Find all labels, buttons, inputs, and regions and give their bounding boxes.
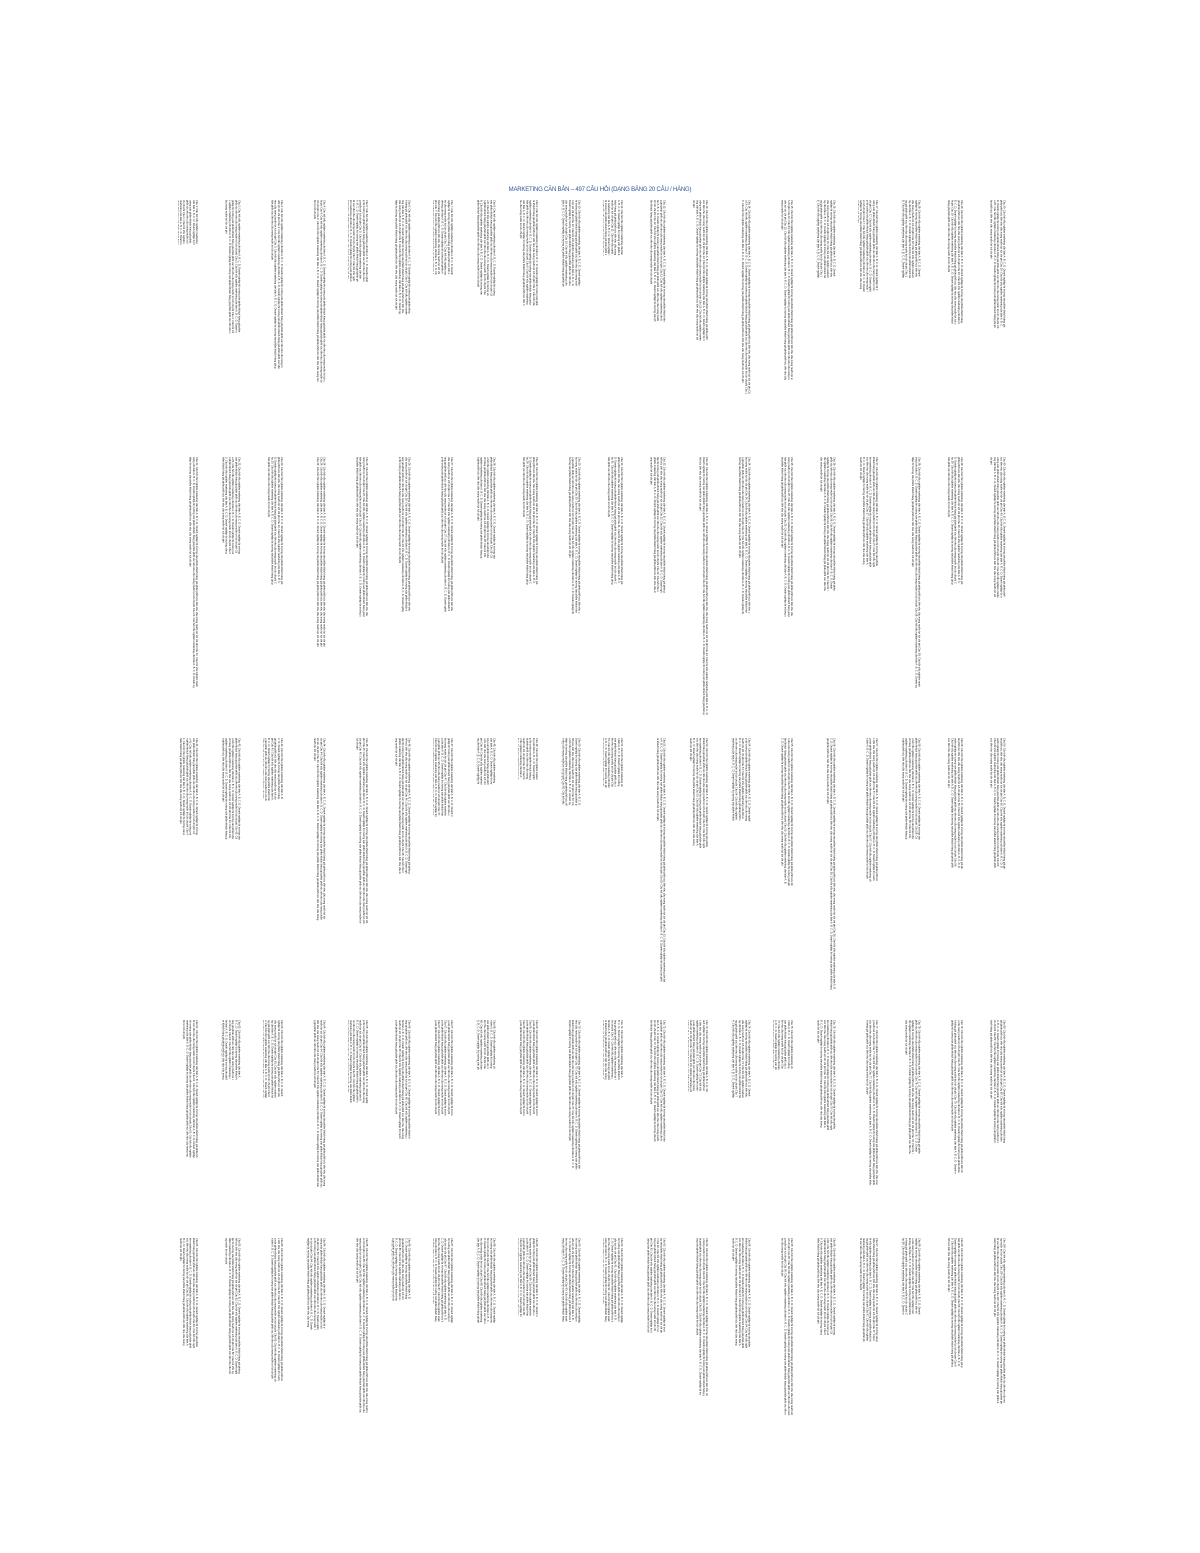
question-text: Câu 35: Câu hỏi trắc nghiệm marketing căn bản A. B. C. D. Doanh nghiệp thị trường sản phẩm khách hàng giá phân phối xúc tiến nhu cầu mong muốn lợi ích chi phí Câu 35: Câu hỏi trắc nghiệm marketing căn bản A. B. C. D. Doanh nghiệp thị trường sản phẩm khách hàng giá phân phối xúc tiến nhu cầu mong muốn lợi ích chi phí Câu 35: Câu hỏi trắc nghiệm marketing căn bản A. B. C. D. Doanh nghiệp thị trường sản phẩm khách hàng giá phân phối xúc tiến nhu cầu mong muốn lợi ích chi phí <box>780 457 793 617</box>
question-column <box>476 1020 496 1070</box>
question-column <box>263 738 283 801</box>
question-column <box>773 200 793 381</box>
question-text: Câu 38: Câu hỏi trắc nghiệm marketing căn bản A. B. C. D. Doanh nghiệp thị trường sản phẩm khách hàng giá phân phối xúc tiến nhu cầu mong muốn lợi ích chi phí Câu 38: Câu hỏi trắc nghiệm marketing căn bản A. B. C. D. Doanh nghiệp thị trường sản phẩm khách hàng giá phân phối xúc tiến nhu cầu mong muốn lợi ích chi phí Câu 38: Câu hỏi trắc nghiệm marketing căn bản A. B. C. D. Doanh nghiệp thị trường sản phẩm khách hàng giá phân phối xúc tiến nhu cầu mong muốn lợi ích chi phí <box>911 457 921 688</box>
question-text: Câu 83: Câu hỏi trắc nghiệm marketing căn bản A. B. C. D. Doanh nghiệp thị trường sản phẩm khách hàng giá phân phối xúc tiến nhu cầu mong muốn lợi ích chi phí Câu 83: Câu hỏi trắc nghiệm marketing căn bản A. B. C. D. Doanh nghiệp thị trường sản phẩm khách hàng giá phân phối xúc tiến nhu cầu mong muốn lợi ích chi phí Câu 83: Câu hỏi trắc nghiệm marketing căn bản A. B. C. D. Doanh nghiệp thị trường sản phẩm khách hàng giá phân phối xúc tiến nhu cầu mong muốn lợi ích chi phí <box>270 1238 283 1382</box>
question-text: Câu 65: Câu hỏi trắc nghiệm marketing căn bản A. B. C. D. Doanh nghiệp thị trường sản phẩm khách hàng giá phân phối xúc tiến nhu cầu mong muốn lợi ích chi phí Câu 65: Câu hỏi trắc nghiệm marketing căn bản A. B. C. D. Doanh nghiệp thị trường sản phẩm khách hàng giá phân phối xúc tiến nhu cầu mong muốn lợi ích chi phí Câu 65: Câu hỏi trắc nghiệm marketing căn bản A. B. C. D. Doanh nghiệp thị trường sản phẩm khách <box>348 1020 368 1104</box>
question-column <box>476 200 496 296</box>
question-column <box>731 1238 751 1348</box>
question-text: Câu 41: Câu hỏi trắc nghiệm marketing căn bản A. B. C. D. Doanh nghiệp thị trường sản phẩm khách hàng giá phân phối xúc tiến nhu cầu mong muốn lợi ích chi phí Câu 41: Câu hỏi trắc nghiệm marketing căn bản A. B. C. D. Doanh nghiệp thị trường sản phẩm khách hàng giá phân phối xúc tiến nhu cầu mong muốn lợi ích chi phí Câu 41: Câu hỏi trắc nghiệm marketing căn bản A. B. C. D. Doanh nghiệp thị trường sản phẩm khách hàng giá phân phối xúc tiến nhu cầu mong muốn lợi ích chi phí <box>178 738 198 835</box>
question-column <box>646 457 666 593</box>
question-column <box>646 200 666 322</box>
question-text: Câu 79: Câu hỏi trắc nghiệm marketing căn bản A. B. C. D. Doanh nghiệp thị trường sản phẩm khách hàng giá phân phối xúc tiến nhu cầu mong muốn lợi ích chi phí Câu 79: Câu hỏi trắc nghiệm marketing căn bản A. B. C. D. Doanh nghiệp thị trường sản phẩm khách hàng giá phân phối xúc tiến nhu cầu mong muốn lợi ích chi phí Câu 79: Câu hỏi trắc nghiệm marketing căn bản A. B. C. D. Doanh nghiệp thị trường sản phẩm khách hàng giá phân phối xúc tiến nhu cầu mong muốn lợi ích chi phí <box>950 1020 963 1174</box>
question-column <box>348 200 368 282</box>
question-text: Câu 67: Câu hỏi trắc nghiệm marketing căn bản A. B. C. D. Doanh nghiệp thị trường sản phẩm khách hàng giá phân phối xúc tiến nhu cầu mong muốn lợi ích chi phí Câu 67: Câu hỏi trắc nghiệm marketing căn bản A. B. C. D. Doanh nghiệp thị trường sản phẩm khách hàng giá phân phối xúc tiến nhu cầu mong muốn lợi ích chi phí Câu 67: Câu hỏi trắc nghiệm marketing căn bản A. B. C. D. Doanh nghiệp thị trường sản phẩm khách hàng giá phân phối xúc tiến nhu cầu mong muốn lợi ích chi phí <box>433 1020 453 1116</box>
question-column <box>646 1238 666 1333</box>
question-text: Câu 27: Câu hỏi trắc nghiệm marketing căn bản A. B. C. D. Doanh nghiệp thị trường sản phẩm khách hàng giá phân phối xúc tiến nhu cầu mong muốn lợi ích chi phí Câu 27: Câu hỏi trắc nghiệm marketing căn bản A. B. C. D. Doanh nghiệp thị trường sản phẩm khách hàng giá phân phối xúc tiến nhu cầu mong muốn lợi ích chi phí Câu 27: Câu hỏi trắc nghiệm marketing căn bản A. B. C. D. Doanh nghiệp thị trường sản phẩm khách hàng giá phân phối xúc tiến nhu cầu mong muốn lợi ích chi phí <box>440 457 453 612</box>
question-column <box>986 1020 1006 1144</box>
question-column <box>433 738 453 817</box>
question-text: Câu 43: Câu hỏi trắc nghiệm marketing căn bản A. B. C. D. Doanh nghiệp thị trường sản phẩm khách hàng giá phân phối xúc tiến nhu cầu mong muốn lợi ích chi phí Câu 43: Câu hỏi trắc nghiệm marketing căn bản A. B. C. D. Doanh nghiệp thị trường sản phẩm khách hàng giá phân phối xúc tiến nhu cầu mong muốn lợi ích ch <box>263 738 283 801</box>
question-text: Câu 54: Câu hỏi trắc nghiệm marketing căn bản A. B. C. D. Doanh nghiệp thị trường sản phẩm khách hàng giá phân phối xúc tiến nhu cầu mong muốn lợi ích chi phí Câu 54: Câu hỏi trắc nghiệm marketing căn bản A. B. C. D. Doanh nghiệp thị trường sản phẩm khách hàng giá phân phối xúc tiến nhu cầu mong muốn lợi ích chi phí Câu 54: Câu hỏi trắc nghiệm marketing căn bản A. B. C. D. Doanh nghiệp thị trường sản phẩm khách <box>731 738 751 822</box>
question-text: Câu 86: Câu hỏi trắc nghiệm marketing căn bản A. B. C. D. Doanh nghiệp thị trường sản phẩm khách hàng giá phân phối xúc tiến nhu cầu mong muốn lợi ích chi phí Câu 86: Câu hỏi trắc nghiệm marketing căn bản A. B. C. D. Doanh nghiệp thị trường sản phẩm khách hàng giá phân phối xúc tiến nhu cầu mong muốn lợi ích ch <box>391 1238 411 1301</box>
question-text: Câu 8: Câu hỏi trắc nghiệm marketing căn bản A. B. C. D. Doanh nghiệp thị trường sản phẩm khách hàng giá phân phối xúc tiến nhu cầu mong muốn lợi ích chi phí Câu 8: Câu hỏi trắc nghiệm marketing căn bản A. B. C. D. Doanh nghiệp thị trường sản phẩm khách hàng giá phân phối xúc tiến nhu cầu mong muốn lợi ích chi phí Câu 8: Câu hỏi trắc nghiệm marketing căn bản A. B. C. D. Doanh nghiệp thị trường sản phẩm khách hàng giá phân phối xúc tiến nhu cầu mong muốn lợi ích chi phí <box>476 200 496 296</box>
question-text: Câu 44: Câu hỏi trắc nghiệm marketing căn bản A. B. C. D. Doanh nghiệp thị trường sản phẩm khách hàng giá phân phối xúc tiến nhu cầu mong muốn lợi ích chi phí Câu 44: Câu hỏi trắc nghiệm marketing căn bản A. B. C. D. Doanh nghiệp thị trường sản phẩm khách hàng giá phân phối xúc tiến nhu cầu mong muốn lợi ích chi phí Câu 44: Câu hỏi trắc nghiệm marketing căn bản A. B. C. D. Doanh nghiệp thị trường sản phẩm khách hàng giá phân phối xúc tiến nhu cầu mong muốn lợi ích chi phí <box>312 738 326 921</box>
question-text: Câu 5: Câu hỏi trắc nghiệm marketing căn bản A. B. C. D. Doanh nghiệp thị trường sản phẩm khách hàng giá phân phối xúc tiến nhu cầu mong muốn lợi ích chi phí Câu 5: Câu hỏi trắc nghiệm marketing căn bản A. B. C. D. Doanh nghiệp thị trường sản phẩm khách hàng giá phân phối xúc tiến nhu cầu mong muốn lợi ích chi phí Câu 5: Câu hỏi trắc nghiệm marketing căn bản A. B. C. D. Doanh nghiệp thị trường sản phẩm k <box>348 200 368 282</box>
question-column <box>178 1238 198 1348</box>
question-column <box>263 457 283 585</box>
question-column <box>688 1020 708 1092</box>
question-column <box>561 1020 581 1170</box>
question-text: Câu 34: Câu hỏi trắc nghiệm marketing căn bản A. B. C. D. Doanh nghiệp thị trường sản phẩm khách hàng giá phân phối xúc tiến nhu cầu mong muốn lợi ích chi phí Câu 34: Câu hỏi trắc nghiệm marketing căn bản A. B. C. D. Doanh nghiệp thị trường sản phẩm khách hàng giá phân phối xúc tiến nhu cầu mong muốn lợi ích chi phí Câu 34: Câu hỏi trắc nghiệm marketing căn bản A. B. C. D. Doanh nghiệp thị trường sản phẩm khách hàng giá phân phối xúc tiến nhu cầu mong muốn lợi ích chi phí <box>737 457 751 614</box>
question-column <box>433 1238 453 1323</box>
question-text: Câu 73: Câu hỏi trắc nghiệm marketing căn bản A. B. C. D. Doanh nghiệp thị trường sản phẩm khách hàng giá phân phối xúc tiến nhu cầu mong muốn lợi ích chi phí Câu 73: Câu hỏi trắc nghiệm marketing căn bản A. B. C. D. Doanh nghiệp thị trường sản phẩm khách hàng giá phân phối xúc tiến nhu cầu mong muốn lợi ích chi phí Câu 73: Câu hỏi trắc nghiệm marketing că <box>688 1020 708 1092</box>
question-column <box>773 457 793 617</box>
question-text: Câu 60: Câu hỏi trắc nghiệm marketing căn bản A. B. C. D. Doanh nghiệp thị trường sản phẩm khách hàng giá phân phối xúc tiến nhu cầu mong muốn lợi ích chi phí Câu 60: Câu hỏi trắc nghiệm marketing căn bản A. B. C. D. Doanh nghiệp thị trường sản phẩm khách hàng giá phân phối xúc tiến nhu cầu mong muốn lợi ích chi phí Câu 60: Câu hỏi trắc nghiệm marketing căn bản A. B. C. D. Doanh nghiệp thị trường sản phẩm khách hàng giá phân phối xúc tiến nhu cầu mong muốn lợi ích chi phí <box>989 738 1006 869</box>
question-column <box>263 200 283 369</box>
question-column <box>391 1020 411 1140</box>
question-text: Câu 26: Câu hỏi trắc nghiệm marketing căn bản A. B. C. D. Doanh nghiệp thị trường sản phẩm khách hàng giá phân phối xúc tiến nhu cầu mong muốn lợi ích chi phí Câu 26: Câu hỏi trắc nghiệm marketing căn bản A. B. C. D. Doanh nghiệp thị trường sản phẩm khách hàng giá phân phối xúc tiến nhu cầu mong muốn lợi ích chi phí Câu 26: Câu hỏi trắc nghiệm marketing căn bản A. B. C. D. Doanh nghiệp thị trường sản phẩm khách hàng giá phân phối xúc tiến nhu cầu mong muốn lợi ích chi phí <box>397 457 411 612</box>
question-column <box>731 1020 751 1098</box>
question-column <box>221 1238 241 1375</box>
question-column <box>943 1238 963 1368</box>
question-column <box>943 1020 963 1174</box>
question-column <box>773 1020 793 1070</box>
question-text: Câu 4: Câu hỏi trắc nghiệm marketing căn bản A. B. C. D. Doanh nghiệp thị trường sản phẩm khách hàng giá phân phối xúc tiến nhu cầu mong muốn lợi ích chi phí Câu 4: Câu hỏi trắc nghiệm marketing căn bản A. B. C. D. Doanh nghiệp thị trường sản phẩm khách hàng giá phân phối xúc tiến nhu cầu mong muốn lợi ích chi phí Câu 4: Câu hỏi trắc nghiệm marketing căn bản A. B. C. D. Doanh nghiệp thị trường sản phẩm khách hàng giá phân phối xúc tiến nhu cầu mong muốn lợi ích chi phí <box>312 200 326 383</box>
question-text: Câu 99: Câu hỏi trắc nghiệm marketing căn bản A. B. C. D. Doanh nghiệp thị trường sản phẩm khách hàng giá phân phối xúc tiến nhu cầu mong muốn lợi ích chi phí Câu 99: Câu hỏi trắc nghiệm marketing căn bản A. B. C. D. Doanh nghiệp thị trường sản phẩm khách hàng giá phân phối xúc tiến nhu cầu mong muốn lợi ích chi phí Câu 99: Câu hỏi trắc nghiệm marketing căn bản A. B. C. D. Doanh nghiệp thị trường sản phẩm khách hàng giá phân phối xúc tiến nhu cầu mong muốn lợi ích chi phí <box>947 1238 963 1368</box>
question-text: Câu 39: Câu hỏi trắc nghiệm marketing căn bản A. B. C. D. Doanh nghiệp thị trường sản phẩm khách hàng giá phân phối xúc tiến nhu cầu mong muốn lợi ích chi phí Câu 39: Câu hỏi trắc nghiệm marketing căn bản A. B. C. D. Doanh nghiệp thị trường sản phẩm khách hàng giá phân phối xúc tiến nhu cầu mong muốn lợi ích chi phí Câu 39: Câu hỏi trắc nghiệm marketing căn bản A. B. C. D. Doanh nghiệp thị trường sản phẩm khách hàng giá phân phối xúc tiến nhu cầu mong muốn lợi ích chi phí <box>947 457 963 585</box>
question-text: Câu 68: Câu hỏi trắc nghiệm marketing căn bản A. B. C. D. Doanh nghiệp thị trường sản phẩm khách hàng giá phân phối xúc tiến nhu cầu mong muốn lợi ích chi phí Câu 68: Câu hỏi trắc nghiệm marketing căn bản A. B. C. D. Doanh nghiệp thị trường sản ph <box>476 1020 496 1070</box>
question-column <box>476 738 496 785</box>
question-text: Câu 90: Câu hỏi trắc nghiệm marketing căn bản A. B. C. D. Doanh nghiệp thị trường sản phẩm khách hàng giá phân phối xúc tiến nhu cầu mong muốn lợi ích chi phí Câu 90: Câu hỏi trắc nghiệm marketing căn bản A. B. C. D. Doanh nghiệp thị trường sản phẩm khách hàng giá phân phối xúc tiến nhu cầu mong muốn lợi ích chi phí Câu 90: Câu hỏi trắc nghiệm marketing căn bản A. B. C. D. Doanh nghiệp thị trường sản phẩm khách hàng <box>561 1238 581 1323</box>
question-text: Câu 56: Câu hỏi trắc nghiệm marketing căn bản A. B. C. D. Doanh nghiệp thị trường sản phẩm khách hàng giá phân phối xúc tiến nhu cầu mong muốn lợi ích chi phí Câu 56: Câu hỏi trắc nghiệm marketing căn bản A. B. C. D. Doanh nghiệp thị trường sản phẩm khách hàng giá phân phối xúc tiến nhu cầu mong muốn lợi ích chi phí Câu 56: Câu hỏi trắc nghiệm marketing căn bản A. B. C. D. Doanh nghiệp thị trường sản phẩm khách hàng giá phân phối xúc tiến nhu cầu mong muốn lợi ích chi phí <box>826 738 836 990</box>
question-column <box>688 738 708 848</box>
question-column <box>731 738 751 822</box>
question-column <box>518 200 538 306</box>
question-column <box>561 457 581 614</box>
question-column <box>603 200 623 256</box>
question-column <box>221 200 241 334</box>
question-text: Câu 19: Câu hỏi trắc nghiệm marketing căn bản A. B. C. D. Doanh nghiệp thị trường sản phẩm khách hàng giá phân phối xúc tiến nhu cầu mong muốn lợi ích chi phí Câu 19: Câu hỏi trắc nghiệm marketing căn bản A. B. C. D. Doanh nghiệp thị trường sản phẩm khách hàng giá phân phối xúc tiến nhu cầu mong muốn lợi ích chi phí Câu 19: Câu hỏi trắc nghiệm marketing căn bản A. B. C. D. Doanh nghiệp thị trường sản phẩm khách hàng giá phân phối xúc tiến nhu cầu mong muốn lợi ích chi phí <box>947 200 963 325</box>
question-column <box>816 457 836 591</box>
question-text: Câu 7: Câu hỏi trắc nghiệm marketing căn bản A. B. C. D. Doanh nghiệp thị trường sản phẩm khách hàng giá phân phối xúc tiến nhu cầu mong muốn lợi ích chi phí Câu 7: Câu hỏi trắc nghiệm marketing căn bản A. B. C. D. Doanh nghiệp thị trường sản phẩm khách hàng giá phân phối xúc tiến nhu cầu mong muốn lợi ích chi phí Câu 7: Câu hỏi trắc nghiệm marketing căn bản A. B. C. D. Do <box>433 200 453 275</box>
question-text: Câu 97: Câu hỏi trắc nghiệm marketing căn bản A. B. C. D. Doanh nghiệp thị trường sản phẩm khách hàng giá phân phối xúc tiến nhu cầu mong muốn lợi ích chi phí Câu 97: Câu hỏi trắc nghiệm marketing căn bản A. B. C. D. Doanh nghiệp thị trường sản phẩm khách hàng giá phân phối xúc tiến nhu cầu mong muốn lợi ích chi phí Câu 97: Câu hỏi trắc nghiệm marketing căn bản A. B. C. D. Doanh nghiệp thị trường sản phẩm khách hàng giá phân phối xúc tiến nhu cầu mong muốn lợi ích chi phí <box>858 1238 878 1342</box>
question-column <box>476 1238 496 1324</box>
question-column <box>858 738 878 882</box>
question-text: Câu 31: Câu hỏi trắc nghiệm marketing căn bản A. B. C. D. Doanh nghiệp thị trường sản phẩm khách hàng giá phân phối xúc tiến nhu cầu mong muốn lợi ích chi phí Câu 31: Câu hỏi trắc nghiệm marketing căn bản A. B. C. D. Doanh nghiệp thị trường sản phẩm khách hàng giá phân phối xúc tiến nhu cầu mong muốn lợi ích chi phí Câu 31: Câu hỏi trắc nghiệm marketing căn bản A. B. C. D. Doanh nghiệp thị trường sản phẩm khách hàng giá phân phối xúc tiến nhu cầu mong muốn lợi ích chi phí <box>607 457 623 585</box>
question-text: Câu 49: Câu hỏi trắc nghiệm marketing căn bản A. B. C. D. Doanh nghiệp thị trường sản phẩm khách hàng giá phân phối xúc tiến nhu cầu mong muốn lợi ích chi phí Câu 49: Câu hỏi trắc nghiệm marketing căn bản A. <box>518 738 538 780</box>
question-text: Câu 71: Câu hỏi trắc nghiệm marketing căn bản A. B. C. D. Doanh nghiệp thị trường sản phẩm khách hàng giá phân phối xúc tiến nhu cầu mong muốn lợi ích chi phí Câu 71: Câu hỏi trắc nghiệm marketing căn bản A. B. C. D. Doanh nghiệp thị trường sản phẩm khách hàng giá phân phối xúc tiến nhu cầu mong <box>603 1020 623 1080</box>
question-text: Câu 29: Câu hỏi trắc nghiệm marketing căn bản A. B. C. D. Doanh nghiệp thị trường sản phẩm khách hàng giá phân phối xúc tiến nhu cầu mong muốn lợi ích chi phí Câu 29: Câu hỏi trắc nghiệm marketing căn bản A. B. C. D. Doanh nghiệp thị trường sản phẩm khách hàng giá phân phối xúc tiến nhu cầu mong muốn lợi ích chi phí Câu 29: Câu hỏi trắc nghiệm marketing căn bản A. B. C. D. Doanh nghiệp thị trường sản phẩm khách hàng giá phân phối xúc tiến nhu cầu mong muốn lợi ích chi phí <box>522 457 538 585</box>
question-column <box>263 1020 283 1098</box>
question-text: Câu 47: Câu hỏi trắc nghiệm marketing căn bản A. B. C. D. Doanh nghiệp thị trường sản phẩm khách hàng giá phân phối xúc tiến nhu cầu mong muốn lợi ích chi phí Câu 47: Câu hỏi trắc nghiệm marketing căn bản A. B. C. D. Doanh nghiệp thị trường sản phẩm khách hàng giá phân phối xúc tiến nhu cầu mong muốn lợi ích chi phí Câu 47: Câu hỏi trắc nghiệm marketing căn bản A. B. C. D. Doanh nghiệp thị <box>433 738 453 817</box>
question-text: Câu 1: Câu hỏi trắc nghiệm marketing căn bản A. B. C. D. Doanh nghiệp thị trường sản phẩm khách hàng giá phân phối xúc tiến nhu cầu mong muốn lợi ích chi phí Câu 1: Câu hỏi trắc nghiệm marketing căn bản A. B. C. D. Doanh n <box>178 200 198 245</box>
question-text: Câu 70: Câu hỏi trắc nghiệm marketing căn bản A. B. C. D. Doanh nghiệp thị trường sản phẩm khách hàng giá phân phối xúc tiến nhu cầu mong muốn lợi ích chi phí Câu 70: Câu hỏi trắc nghiệm marketing căn bản A. B. C. D. Doanh nghiệp thị trường sản phẩm khách hàng giá phân phối xúc tiến nhu cầu mong muốn lợi ích chi phí Câu 70: Câu hỏi trắc nghiệm marketing căn bản A. B. C. D. Doanh nghiệp thị trường sản phẩm khách hàng giá phân phối xúc tiến nhu cầu mong muốn lợi ích chi phí <box>567 1020 581 1170</box>
question-column <box>348 457 368 617</box>
question-column <box>858 1238 878 1342</box>
question-text: Câu 96: Câu hỏi trắc nghiệm marketing căn bản A. B. C. D. Doanh nghiệp thị trường sản phẩm khách hàng giá phân phối xúc tiến nhu cầu mong muốn lợi ích chi phí Câu 96: Câu hỏi trắc nghiệm marketing căn bản A. B. C. D. Doanh nghiệp thị trường sản phẩm khách hàng giá phân phối xúc tiến nhu cầu mong muốn lợi ích chi phí Câu 96: Câu hỏi trắc nghiệm marketing căn bản A. B. C. D. Doanh nghiệp thị trường sản phẩm khách hàng giá phân phối xúc tiến nhu cầu mong muốn lợi ích chi phí <box>816 1238 836 1335</box>
question-column <box>986 200 1006 329</box>
question-column <box>178 1020 198 1158</box>
question-text: Câu 80: Câu hỏi trắc nghiệm marketing căn bản A. B. C. D. Doanh nghiệp thị trường sản phẩm khách hàng giá phân phối xúc tiến nhu cầu mong muốn lợi ích chi phí Câu 80: Câu hỏi trắc nghiệm marketing căn bản A. B. C. D. Doanh nghiệp thị trường sản phẩm khách hàng giá phân phối xúc tiến nhu cầu mong muốn lợi ích chi phí Câu 80: Câu hỏi trắc nghiệm marketing căn bản A. B. C. D. Doanh nghiệp thị trường sản phẩm khách hàng giá phân phối xúc tiến nhu cầu mong muốn lợi ích chi phí <box>989 1020 1006 1144</box>
question-column <box>646 738 666 982</box>
question-column <box>348 738 368 924</box>
question-text: Câu 58: Câu hỏi trắc nghiệm marketing căn bản A. B. C. D. Doanh nghiệp thị trường sản phẩm khách hàng giá phân phối xúc tiến nhu cầu mong muốn lợi ích chi phí Câu 58: Câu hỏi trắc nghiệm marketing căn bản A. B. C. D. Doanh nghiệp thị trường sản phẩm khách hàng giá phân phối xúc tiến nhu cầu mong muốn lợi ích chi phí Câu 58: Câu hỏi trắc nghiệm marketing căn bản A. B. C. D. Doanh nghiệp thị trường sản phẩm khách hàng giá phân phối xúc tiến nhu cầu mong muốn lợi ích chi phí <box>901 738 921 840</box>
question-text: Câu 37: Câu hỏi trắc nghiệm marketing căn bản A. B. C. D. Doanh nghiệp thị trường sản phẩm khách hàng giá phân phối xúc tiến nhu cầu mong muốn lợi ích chi phí Câu 37: Câu hỏi trắc nghiệm marketing căn bản A. B. C. D. Doanh nghiệp thị trường sản phẩm khách hàng giá phân phối xúc tiến nhu cầu mong muốn lợi ích chi phí Câu 37: Câu hỏi trắc nghiệm marketing căn bản A. B. C. D. Doanh nghiệp thị trường sản phẩm khách hàng giá phân phối xúc tiến nhu cầu mong muốn lợi ích chi phí <box>858 457 878 567</box>
question-column <box>773 738 793 887</box>
question-column <box>943 200 963 325</box>
question-column <box>901 457 921 688</box>
question-column <box>688 200 708 341</box>
question-text: Câu 85: Câu hỏi trắc nghiệm marketing căn bản A. B. C. D. Doanh nghiệp thị trường sản phẩm khách hàng giá phân phối xúc tiến nhu cầu mong muốn lợi ích chi phí Câu 85: Câu hỏi trắc nghiệm marketing căn bản A. B. C. D. Doanh nghiệp thị trường sản phẩm khách hàng giá phân phối xúc tiến nhu cầu mong muốn lợi ích chi phí Câu 85: Câu hỏi trắc nghiệm marketing căn bản A. B. C. D. Doanh nghiệp thị trường sản phẩm khách hàng giá phân phối xúc tiến nhu cầu mong muốn lợi ích chi phí <box>355 1238 368 1413</box>
question-text: Câu 12: Câu hỏi trắc nghiệm marketing căn bản A. B. C. D. Doanh nghiệp thị trường sản phẩm khách hàng giá phân phối xúc tiến nhu cầu mong muốn lợi ích chi phí Câu 12: Câu hỏi trắc nghiệm marketing căn bản A. B. C. D. Doanh nghiệp thị trường sản phẩm khách hàng giá phân phối xúc tiến nhu cầu mong muốn lợi ích chi phí Câu 12: Câu hỏi trắc nghiệm marketing căn bản A. B. C. D. Doanh nghiệp thị trường sản phẩm khách hàng giá phân phối xúc tiến nhu cầu mong muốn lợi ích chi phí <box>649 200 666 322</box>
question-text: Câu 93: Câu hỏi trắc nghiệm marketing căn bản A. B. C. D. Doanh nghiệp thị trường sản phẩm khách hàng giá phân phối xúc tiến nhu cầu mong muốn lợi ích chi phí Câu 93: Câu hỏi trắc nghiệm marketing căn bản A. B. C. D. Doanh nghiệp thị trường sản phẩm khách hàng giá phân phối xúc tiến nhu cầu mong muốn lợi ích chi phí Câu 93: Câu hỏi trắc nghiệm marketing căn bản A. B. C. D. Doanh nghiệp thị trường sản phẩm khách hàng giá phân phối xúc tiến nhu cầu mong muốn lợi ích chi phí <box>695 1238 708 1396</box>
question-column <box>816 738 836 990</box>
question-column <box>306 200 326 383</box>
question-column <box>561 200 581 287</box>
question-text: Câu 94: Câu hỏi trắc nghiệm marketing căn bản A. B. C. D. Doanh nghiệp thị trường sản phẩm khách hàng giá phân phối xúc tiến nhu cầu mong muốn lợi ích chi phí Câu 94: Câu hỏi trắc nghiệm marketing căn bản A. B. C. D. Doanh nghiệp thị trường sản phẩm khách hàng giá phân phối xúc tiến nhu cầu mong muốn lợi ích chi phí Câu 94: Câu hỏi trắc nghiệm marketing căn bản A. B. C. D. Doanh nghiệp thị trường sản phẩm khách hàng giá phân phối xúc tiến nhu cầu mong muốn lợi ích chi phí <box>731 1238 751 1348</box>
question-column <box>688 457 708 716</box>
question-column <box>221 457 241 554</box>
question-text: Câu 45: Câu hỏi trắc nghiệm marketing căn bản A. B. C. D. Doanh nghiệp thị trường sản phẩm khách hàng giá phân phối xúc tiến nhu cầu mong muốn lợi ích chi phí Câu 45: Câu hỏi trắc nghiệm marketing căn bản A. B. C. D. Doanh nghiệp thị trường sản phẩm khách hàng giá phân phối xúc tiến nhu cầu mong muốn lợi ích chi phí Câu 45: Câu hỏi trắc nghiệm marketing căn bản A. B. C. D. Doanh nghiệp thị trường sản phẩm khách hàng giá phân phối xúc tiến nhu cầu mong muốn lợi ích chi phí <box>355 738 368 924</box>
question-text: Câu 82: Câu hỏi trắc nghiệm marketing căn bản A. B. C. D. Doanh nghiệp thị trường sản phẩm khách hàng giá phân phối xúc tiến nhu cầu mong muốn lợi ích chi phí Câu 82: Câu hỏi trắc nghiệm marketing căn bản A. B. C. D. Doanh nghiệp thị trường sản phẩm khách hàng giá phân phối xúc tiến nhu cầu mong muốn lợi ích chi phí Câu 82: Câu hỏi trắc nghiệm marketing căn bản A. B. C. D. Doanh nghiệp thị trường sản phẩm khách hàng giá phân phối xúc tiến nhu cầu mong muốn lợi ích chi phí <box>224 1238 241 1375</box>
question-column <box>901 738 921 840</box>
question-text: Câu 63: Câu hỏi trắc nghiệm marketing căn bản A. B. C. D. Doanh nghiệp thị trường sản phẩm khách hàng giá phân phối xúc tiến nhu cầu mong muốn lợi ích chi phí Câu 63: Câu hỏi trắc nghiệm marketing căn bản A. B. C. D. Doanh nghiệp thị trường sản phẩm khách hàng giá phân phối xúc tiến nhu cầu mong muốn lợi ích chi phí Câu 63: Câu hỏi trắc nghiệm marketing căn bản A. B. C. D. Doanh nghiệp <box>263 1020 283 1098</box>
question-column <box>391 200 411 315</box>
question-text: Câu 75: Câu hỏi trắc nghiệm marketing căn bản A. B. C. D. Doanh nghiệp thị trường sản phẩm khách hàng giá phân phối xúc tiến nhu cầu mong muốn lợi ích chi phí Câu 75: Câu hỏi trắc nghiệm marketing căn bản A. B. C. D. Doanh nghiệp thị trường sản ph <box>773 1020 793 1070</box>
question-column <box>986 738 1006 869</box>
question-text: Câu 32: Câu hỏi trắc nghiệm marketing căn bản A. B. C. D. Doanh nghiệp thị trường sản phẩm khách hàng giá phân phối xúc tiến nhu cầu mong muốn lợi ích chi phí Câu 32: Câu hỏi trắc nghiệm marketing căn bản A. B. C. D. Doanh nghiệp thị trường sản phẩm khách hàng giá phân phối xúc tiến nhu cầu mong muốn lợi ích chi phí Câu 32: Câu hỏi trắc nghiệm marketing căn bản A. B. C. D. Doanh nghiệp thị trường sản phẩm khách hàng giá phân phối xúc tiến nhu cầu mong muốn lợi ích chi phí <box>649 457 666 593</box>
question-column <box>518 457 538 585</box>
question-column <box>986 457 1006 598</box>
question-text: Câu 98: Câu hỏi trắc nghiệm marketing căn bản A. B. C. D. Doanh nghiệp thị trường sản phẩm khách hàng giá phân phối xúc tiến nhu cầu mong muốn lợi ích chi phí Câu 98: Câu hỏi trắc nghiệm marketing căn bản A. B. C. D. Doanh nghiệp thị trường sản phẩm khách hàng giá phân phối xúc tiến nhu cầu mong muốn lợi ích chi phí Câu 98: Câu hỏi trắc nghiệm marketing căn bản A. B. C. D. Doanh n <box>901 1238 921 1315</box>
question-text: Câu 50: Câu hỏi trắc nghiệm marketing căn bản A. B. C. D. Doanh nghiệp thị trường sản phẩm khách hàng giá phân phối xúc tiến nhu cầu mong muốn lợi ích chi phí Câu 50: Câu hỏi trắc nghiệm marketing căn bản A. B. C. D. Doanh nghiệp thị trường sản phẩm khách hàng giá phân phối xúc tiến nhu cầu mong muốn lợi ích chi phí Câu 50: Câu hỏi trắc <box>561 738 581 806</box>
question-text: Câu 2: Câu hỏi trắc nghiệm marketing căn bản A. B. C. D. Doanh nghiệp thị trường sản phẩm khách hàng giá phân phối xúc tiến nhu cầu mong muốn lợi ích chi phí Câu 2: Câu hỏi trắc nghiệm marketing căn bản A. B. C. D. Doanh nghiệp thị trường sản phẩm khách hàng giá phân phối xúc tiến nhu cầu mong muốn lợi ích chi phí Câu 2: Câu hỏi trắc nghiệm marketing căn bản A. B. C. D. Doanh nghiệp thị trường sản phẩm khách hàng giá phân phối xúc tiến nhu cầu mong muốn lợi ích chi phí <box>224 200 241 334</box>
question-text: Câu 18: Câu hỏi trắc nghiệm marketing căn bản A. B. C. D. Doanh nghiệp thị trường sản phẩm khách hàng giá phân phối xúc tiến nhu cầu mong muốn lợi ích chi phí Câu 18: Câu hỏi trắc nghiệm marketing căn bản A. B. C. D. Doanh nghiệp thị trường sản phẩm khách hàng giá phân phối xúc tiến nhu cầu mong muốn lợi ích chi phí Câu 18: Câu hỏi trắc nghiệm marketing căn bản A. B. C. D. Doanh nghiệp <box>901 200 921 278</box>
question-column <box>391 738 411 874</box>
question-text: Câu 69: Câu hỏi trắc nghiệm marketing căn bản A. B. C. D. Doanh nghiệp thị trường sản phẩm khách hàng giá phân phối xúc tiến nhu cầu mong muốn lợi ích chi phí Câu 69: Câu hỏi trắc nghiệm marketing căn bản A. B. C. D. Doanh nghiệp thị trường sản phẩm khách hàng giá phân phối xúc tiến nhu cầu mong muốn lợi ích chi phí Câu 69: Câu hỏi trắc nghiệm marketing căn bản A. B. C. D. Doanh nghiệp thị trường sản phẩm khách hàng giá phân phối xúc tiến nhu cầu mong muốn lợi ích chi phí <box>518 1020 538 1116</box>
question-column <box>816 200 836 278</box>
question-text: Câu 95: Câu hỏi trắc nghiệm marketing căn bản A. B. C. D. Doanh nghiệp thị trường sản phẩm khách hàng giá phân phối xúc tiến nhu cầu mong muốn lợi ích chi phí Câu 95: Câu hỏi trắc nghiệm marketing căn bản A. B. C. D. Doanh nghiệp thị trường sản phẩm khách hàng giá phân phối xúc tiến nhu cầu mong muốn lợi ích chi phí Câu 95: Câu hỏi trắc nghiệm marketing căn bản A. B. C. D. Doanh nghiệp thị trường sản phẩm khách hàng giá phân phối xúc tiến nhu cầu mong muốn lợi ích chi phí <box>780 1238 793 1416</box>
question-column <box>518 738 538 780</box>
question-text: Câu 9: Câu hỏi trắc nghiệm marketing căn bản A. B. C. D. Doanh nghiệp thị trường sản phẩm khách hàng giá phân phối xúc tiến nhu cầu mong muốn lợi ích chi phí Câu 9: Câu hỏi trắc nghiệm marketing căn bản A. B. C. D. Doanh nghiệp thị trường sản phẩm khách hàng giá phân phối xúc tiến nhu cầu mong muốn lợi ích chi phí Câu 9: Câu hỏi trắc nghiệm marketing căn bản A. B. C. D. Doanh nghiệp thị trường sản phẩm khách hàng giá phân phối xúc tiến nhu cầu mong muốn lợi ích chi phí <box>518 200 538 306</box>
question-text: Câu 92: Câu hỏi trắc nghiệm marketing căn bản A. B. C. D. Doanh nghiệp thị trường sản phẩm khách hàng giá phân phối xúc tiến nhu cầu mong muốn lợi ích chi phí Câu 92: Câu hỏi trắc nghiệm marketing căn bản A. B. C. D. Doanh nghiệp thị trường sản phẩm khách hàng giá phân phối xúc tiến nhu cầu mong muốn lợi ích chi phí Câu 92: Câu hỏi trắc nghiệm marketing căn bản A. B. C. D. Doanh nghiệp thị trường sản phẩm khách hàng giá phân phối xúc tiến nhu cầu mong muốn lợi ích chi <box>646 1238 666 1333</box>
question-column <box>731 200 751 395</box>
document-title: MARKETING CĂN BẢN – 497 CÂU HỎI (DẠNG BẢNG 20 CÂU / HÀNG) <box>508 187 692 193</box>
question-text: Câu 42: Câu hỏi trắc nghiệm marketing căn bản A. B. C. D. Doanh nghiệp thị trường sản phẩm khách hàng giá phân phối xúc tiến nhu cầu mong muốn lợi ích chi phí Câu 42: Câu hỏi trắc nghiệm marketing căn bản A. B. C. D. Doanh nghiệp thị trường sản phẩm khách hàng giá phân phối xúc tiến nhu cầu mong muốn lợi ích chi phí Câu 42: Câu hỏi trắc nghiệm marketing căn bản A. B. C. D. Doanh nghiệp thị trường sản phẩm khách hàng giá phân phối xúc tiến nhu cầu mong muốn lợi ích chi phí <box>221 738 241 840</box>
question-column <box>943 457 963 585</box>
question-column <box>901 200 921 278</box>
question-column <box>858 200 878 292</box>
question-column <box>518 1020 538 1116</box>
question-text: Câu 84: Câu hỏi trắc nghiệm marketing căn bản A. B. C. D. Doanh nghiệp thị trường sản phẩm khách hàng giá phân phối xúc tiến nhu cầu mong muốn lợi ích chi phí Câu 84: Câu hỏi trắc nghiệm marketing căn bản A. B. C. D. Doanh nghiệp thị trường sản phẩm khách hàng giá phân phối xúc tiến nhu cầu mong muốn lợi ích chi phí Câu 84: Câu hỏi trắc nghiệm marketing căn bản A. B. C. D. Doanh nghiệp thị trường sản phẩm khách hàng giá phân phối xúc tiến nhu cầu mong <box>306 1238 326 1330</box>
question-text: Câu 76: Câu hỏi trắc nghiệm marketing căn bản A. B. C. D. Doanh nghiệp thị trường sản phẩm khách hàng giá phân phối xúc tiến nhu cầu mong muốn lợi ích chi phí Câu 76: Câu hỏi trắc nghiệm marketing căn bản A. B. C. D. Doanh nghiệp thị trường sản phẩm khách hàng giá phân phối xúc tiến nhu cầu mong muốn lợi ích chi phí Câu 76: Câu hỏi trắc nghiệm marketing căn bản A. B. C. D. Doanh nghiệp thị trường sản phẩm khách hàng giá phân phối xúc tiến nhu cầu mong muốn lợi ích chi phí <box>816 1020 836 1130</box>
question-text: Câu 15: Câu hỏi trắc nghiệm marketing căn bản A. B. C. D. Doanh nghiệp thị trường sản phẩm khách hàng giá phân phối xúc tiến nhu cầu mong muốn lợi ích chi phí Câu 15: Câu hỏi trắc nghiệm marketing căn bản A. B. C. D. Doanh nghiệp thị trường sản phẩm khách hàng giá phân phối xúc tiến nhu cầu mong muốn lợi ích chi phí Câu 15: Câu hỏi trắc nghiệm marketing căn bản A. B. C. D. Doanh nghiệp thị trường sản phẩm khách hàng giá phân phối xúc tiến nhu cầu mong muốn lợi ích chi phí <box>780 200 793 381</box>
question-text: Câu 55: Câu hỏi trắc nghiệm marketing căn bản A. B. C. D. Doanh nghiệp thị trường sản phẩm khách hàng giá phân phối xúc tiến nhu cầu mong muốn lợi ích chi phí Câu 55: Câu hỏi trắc nghiệm marketing căn bản A. B. C. D. Doanh nghiệp thị trường sản phẩm khách hàng giá phân phối xúc tiến nhu cầu mong muốn lợi ích chi phí Câu 55: Câu hỏi trắc nghiệm marketing căn bản A. B. C. D. Doanh nghiệp thị trường sản phẩm khách hàng giá phân phối xúc tiến nhu cầu mong muốn lợi ích chi phí <box>780 738 793 887</box>
question-text: Câu 3: Câu hỏi trắc nghiệm marketing căn bản A. B. C. D. Doanh nghiệp thị trường sản phẩm khách hàng giá phân phối xúc tiến nhu cầu mong muốn lợi ích chi phí Câu 3: Câu hỏi trắc nghiệm marketing căn bản A. B. C. D. Doanh nghiệp thị trường sản phẩm khách hàng giá phân phối xúc tiến nhu cầu mong muốn lợi ích chi phí Câu 3: Câu hỏi trắc nghiệm marketing căn bản A. B. C. D. Doanh nghiệp thị trường sản phẩm khách hàng giá phân phối xúc tiến nhu cầu mong muốn lợi ích chi phí <box>270 200 283 369</box>
question-text: Câu 22: Câu hỏi trắc nghiệm marketing căn bản A. B. C. D. Doanh nghiệp thị trường sản phẩm khách hàng giá phân phối xúc tiến nhu cầu mong muốn lợi ích chi phí Câu 22: Câu hỏi trắc nghiệm marketing căn bản A. B. C. D. Doanh nghiệp thị trường sản phẩm khách hàng giá phân phối xúc tiến nhu cầu mong muốn lợi ích chi phí Câu 22: Câu hỏi trắc nghiệm marketing căn bản A. B. C. D. Doanh nghiệp thị trường sản phẩm khách hàng giá phân phối xúc tiến nhu cầu mong muốn lợi ích chi phí <box>221 457 241 554</box>
question-text: Câu 51: Câu hỏi trắc nghiệm marketing căn bản A. B. C. D. Doanh nghiệp thị trường sản phẩm khách hàng giá phân phối xúc tiến nhu cầu mong muốn lợi ích chi phí Câu 51: Câu hỏi trắc nghiệm marketing căn bản A. B. C. D. Doanh nghiệp thị trường sản ph <box>603 738 623 788</box>
question-text: Câu 61: Câu hỏi trắc nghiệm marketing căn bản A. B. C. D. Doanh nghiệp thị trường sản phẩm khách hàng giá phân phối xúc tiến nhu cầu mong muốn lợi ích chi phí Câu 61: Câu hỏi trắc nghiệm marketing căn bản A. B. C. D. Doanh nghiệp thị trường sản phẩm khách hàng giá phân phối xúc tiến nhu cầu mong muốn lợi ích chi phí Câu 61: Câu hỏi trắc nghiệm marketing căn bản A. B. C. D. Doanh nghiệp thị trường sản phẩm khách hàng giá phân phối xúc tiến nhu cầu mong muốn lợi ích chi phí <box>182 1020 198 1158</box>
question-column <box>561 738 581 806</box>
question-text: Câu 46: Câu hỏi trắc nghiệm marketing căn bản A. B. C. D. Doanh nghiệp thị trường sản phẩm khách hàng giá phân phối xúc tiến nhu cầu mong muốn lợi ích chi phí Câu 46: Câu hỏi trắc nghiệm marketing căn bản A. B. C. D. Doanh nghiệp thị trường sản phẩm khách hàng giá phân phối xúc tiến nhu cầu mong muốn lợi ích chi phí Câu 46: Câu hỏi trắc nghiệm marketing căn bản A. B. C. D. Doanh nghiệp thị trường sản phẩm khách hàng giá phân phối xúc tiến nhu cầu mong muốn lợi ích chi phí <box>394 738 411 874</box>
question-text: Câu 21: Câu hỏi trắc nghiệm marketing căn bản A. B. C. D. Doanh nghiệp thị trường sản phẩm khách hàng giá phân phối xúc tiến nhu cầu mong muốn lợi ích chi phí Câu 21: Câu hỏi trắc nghiệm marketing căn bản A. B. C. D. Doanh nghiệp thị trường sản phẩm khách hàng giá phân phối xúc tiến nhu cầu mong muốn lợi ích chi phí Câu 21: Câu hỏi trắc nghiệm marketing căn bản A. B. C. D. Doanh nghiệp thị trường sản phẩm khách hàng giá phân phối xúc tiến nhu cầu mong muốn lợi ích chi phí <box>188 457 198 688</box>
question-column <box>901 1020 921 1154</box>
question-column <box>306 1238 326 1330</box>
question-column <box>391 1238 411 1301</box>
question-text: Câu 17: Câu hỏi trắc nghiệm marketing căn bản A. B. C. D. Doanh nghiệp thị trường sản phẩm khách hàng giá phân phối xúc tiến nhu cầu mong muốn lợi ích chi phí Câu 17: Câu hỏi trắc nghiệm marketing căn bản A. B. C. D. Doanh nghiệp thị trường sản phẩm khách hàng giá phân phối xúc tiến nhu cầu mong muốn lợi ích chi phí Câu 17: Câu hỏi trắc nghiệm marketing căn bản A. B. C. D. Doanh nghiệp thị trường sản phẩm khách hàng giá phân phối xúc tiến nhu cầu mong <box>858 200 878 292</box>
question-text: Câu 14: Câu hỏi trắc nghiệm marketing căn bản A. B. C. D. Doanh nghiệp thị trường sản phẩm khách hàng giá phân phối xúc tiến nhu cầu mong muốn lợi ích chi phí Câu 14: Câu hỏi trắc nghiệm marketing căn bản A. B. C. D. Doanh nghiệp thị trường sản phẩm khách hàng giá phân phối xúc tiến nhu cầu mong muốn lợi ích chi phí Câu 14: Câu hỏi trắc nghiệm marketing căn bản A. B. C. D. Doanh nghiệp thị trường sản phẩm khách hàng giá phân phối xúc tiến nhu cầu mong muốn lợi ích chi phí <box>741 200 751 394</box>
question-text: Câu 23: Câu hỏi trắc nghiệm marketing căn bản A. B. C. D. Doanh nghiệp thị trường sản phẩm khách hàng giá phân phối xúc tiến nhu cầu mong muốn lợi ích chi phí Câu 23: Câu hỏi trắc nghiệm marketing căn bản A. B. C. D. Doanh nghiệp thị trường sản phẩm khách hàng giá phân phối xúc tiến nhu cầu mong muốn lợi ích chi phí Câu 23: Câu hỏi trắc nghiệm marketing căn bản A. B. C. D. Doanh nghiệp thị trường sản phẩm khách hàng giá phân phối xúc tiến nhu cầu mong muốn lợi ích chi phí <box>267 457 283 585</box>
question-text: Câu 57: Câu hỏi trắc nghiệm marketing căn bản A. B. C. D. Doanh nghiệp thị trường sản phẩm khách hàng giá phân phối xúc tiến nhu cầu mong muốn lợi ích chi phí Câu 57: Câu hỏi trắc nghiệm marketing căn bản A. B. C. D. Doanh nghiệp thị trường sản phẩm khách hàng giá phân phối xúc tiến nhu cầu mong muốn lợi ích chi phí Câu 57: Câu hỏi trắc nghiệm marketing căn bản A. B. C. D. Doanh nghiệp thị trường sản phẩm khách hàng giá phân phối xúc tiến nhu cầu mong muốn lợi ích chi phí <box>865 738 878 882</box>
question-column <box>986 1238 1006 1404</box>
question-column <box>816 1020 836 1130</box>
question-text: Câu 48: Câu hỏi trắc nghiệm marketing căn bản A. B. C. D. Doanh nghiệp thị trường sản phẩm khách hàng giá phân phối xúc tiến nhu cầu mong muốn lợi ích chi phí Câu 48: Câu hỏi trắc nghiệm marketing căn bản A. B. C. D. Doanh nghiệp thị <box>476 738 496 785</box>
question-text: Câu 6: Câu hỏi trắc nghiệm marketing căn bản A. B. C. D. Doanh nghiệp thị trường sản phẩm khách hàng giá phân phối xúc tiến nhu cầu mong muốn lợi ích chi phí Câu 6: Câu hỏi trắc nghiệm marketing căn bản A. B. C. D. Doanh nghiệp thị trường sản phẩm khách hàng giá phân phối xúc tiến nhu cầu mong muốn lợi ích chi phí Câu 6: Câu hỏi trắc nghiệm marketing căn bản A. B. C. D. Doanh nghiệp thị trường sản phẩm khách hàng giá phân phối xúc tiến nhu cầu mong muốn lợi ích chi phí <box>394 200 411 315</box>
question-text: Câu 20: Câu hỏi trắc nghiệm marketing căn bản A. B. C. D. Doanh nghiệp thị trường sản phẩm khách hàng giá phân phối xúc tiến nhu cầu mong muốn lợi ích chi phí Câu 20: Câu hỏi trắc nghiệm marketing căn bản A. B. C. D. Doanh nghiệp thị trường sản phẩm khách hàng giá phân phối xúc tiến nhu cầu mong muốn lợi ích chi phí Câu 20: Câu hỏi trắc nghiệm marketing căn bản A. B. C. D. Doanh nghiệp thị trường sản phẩm khách hàng giá phân phối xúc tiến nhu cầu mong muốn lợi ích chi phí <box>989 200 1006 329</box>
question-text: Câu 16: Câu hỏi trắc nghiệm marketing căn bản A. B. C. D. Doanh nghiệp thị trường sản phẩm khách hàng giá phân phối xúc tiến nhu cầu mong muốn lợi ích chi phí Câu 16: Câu hỏi trắc nghiệm marketing căn bản A. B. C. D. Doanh nghiệp thị trường sản phẩm khách hàng giá phân phối xúc tiến nhu cầu mong muốn lợi ích chi phí Câu 16: Câu hỏi trắc nghiệm marketing căn bản A. B. C. D. Doanh nghiệp <box>816 200 836 278</box>
question-column <box>178 200 198 245</box>
question-column <box>433 1020 453 1116</box>
question-text: Câu 66: Câu hỏi trắc nghiệm marketing căn bản A. B. C. D. Doanh nghiệp thị trường sản phẩm khách hàng giá phân phối xúc tiến nhu cầu mong muốn lợi ích chi phí Câu 66: Câu hỏi trắc nghiệm marketing căn bản A. B. C. D. Doanh nghiệp thị trường sản phẩm khách hàng giá phân phối xúc tiến nhu cầu mong muốn lợi ích chi phí Câu 66: Câu hỏi trắc nghiệm marketing căn bản A. B. C. D. Doanh nghiệp thị trường sản phẩm khách hàng giá phân phối xúc tiến nhu cầu mong muốn lợi ích chi phí <box>394 1020 411 1140</box>
question-text: Câu 89: Câu hỏi trắc nghiệm marketing căn bản A. B. C. D. Doanh nghiệp thị trường sản phẩm khách hàng giá phân phối xúc tiến nhu cầu mong muốn lợi ích chi phí Câu 89: Câu hỏi trắc nghiệm marketing căn bản A. B. C. D. Doanh nghiệp thị trường sản phẩm khách hàng giá phân phối xúc tiến nhu cầu mong muốn lợi ích chi phí Câu 89: Câu hỏi trắc nghiệm marketing căn bản A. B. C. D. Doanh nghiệp thị <box>518 1238 538 1317</box>
question-text: Câu 100: Câu hỏi trắc nghiệm marketing căn bản A. B. C. D. Doanh nghiệp thị trường sản phẩm khách hàng giá phân phối xúc tiến nhu cầu mong muốn lợi ích chi phí Câu 100: Câu hỏi trắc nghiệm marketing căn bản A. B. C. D. Doanh nghiệp thị trường sản phẩm khách hàng giá phân phối xúc tiến nhu cầu mong muốn lợi ích chi phí Câu 100: Câu hỏi trắc nghiệm marketing căn bản A. B. C. D. Doanh nghiệp thị trường sản phẩm khách hàng giá phân phối xúc tiến nhu cầu mong muốn lợi ích chi phí <box>992 1238 1006 1404</box>
question-column <box>858 457 878 567</box>
question-text: Câu 13: Câu hỏi trắc nghiệm marketing căn bản A. B. C. D. Doanh nghiệp thị trường sản phẩm khách hàng giá phân phối xúc tiến nhu cầu mong muốn lợi ích chi phí Câu 13: Câu hỏi trắc nghiệm marketing căn bản A. B. C. D. Doanh nghiệp thị trường sản phẩm khách hàng giá phân phối xúc tiến nhu cầu mong muốn lợi ích chi phí Câu 13: Câu hỏi trắc nghiệm marketing căn bản A. B. C. D. Doanh nghiệp thị trường sản phẩm khách hàng giá phân phối xúc tiến nhu cầu mong muốn lợi ích chi phí <box>692 200 708 341</box>
question-column <box>476 457 496 559</box>
question-text: Câu 64: Câu hỏi trắc nghiệm marketing căn bản A. B. C. D. Doanh nghiệp thị trường sản phẩm khách hàng giá phân phối xúc tiến nhu cầu mong muốn lợi ích chi phí Câu 64: Câu hỏi trắc nghiệm marketing căn bản A. B. C. D. Doanh nghiệp thị trường sản phẩm khách hàng giá phân phối xúc tiến nhu cầu mong muốn lợi ích chi phí Câu 64: Câu hỏi trắc nghiệm marketing căn bản A. B. C. D. Doanh nghiệp thị trường sản phẩm khách hàng giá phân phối xúc tiến nhu cầu mong muốn lợi ích chi phí <box>312 1020 326 1188</box>
question-text: Câu 59: Câu hỏi trắc nghiệm marketing căn bản A. B. C. D. Doanh nghiệp thị trường sản phẩm khách hàng giá phân phối xúc tiến nhu cầu mong muốn lợi ích chi phí Câu 59: Câu hỏi trắc nghiệm marketing căn bản A. B. C. D. Doanh nghiệp thị trường sản phẩm khách hàng giá phân phối xúc tiến nhu cầu mong muốn lợi ích chi phí Câu 59: Câu hỏi trắc nghiệm marketing căn bản A. B. C. D. Doanh nghiệp thị trường sản phẩm khách hàng giá phân phối xúc tiến nhu cầu mong muốn lợi ích chi phí <box>947 738 963 869</box>
question-text: Câu 53: Câu hỏi trắc nghiệm marketing căn bản A. B. C. D. Doanh nghiệp thị trường sản phẩm khách hàng giá phân phối xúc tiến nhu cầu mong muốn lợi ích chi phí Câu 53: Câu hỏi trắc nghiệm marketing căn bản A. B. C. D. Doanh nghiệp thị trường sản phẩm khách hàng giá phân phối xúc tiến nhu cầu mong muốn lợi ích chi phí Câu 53: Câu hỏi trắc nghiệm marketing căn bản A. B. C. D. Doanh nghiệp thị trường sản phẩm khách hàng giá phân phối xúc tiến nhu cầu mong muốn lợi ích chi phí <box>688 738 708 848</box>
question-column <box>263 1238 283 1382</box>
question-column <box>816 1238 836 1335</box>
question-text: Câu 11: Câu hỏi trắc nghiệm marketing căn bản A. B. C. D. Doanh nghiệp thị trường sản phẩm khách hàng giá phân phối xúc tiến nhu cầu mong muốn lợi ích chi phí Câu 11: Câu hỏi trắc nghiệm marketing căn bản A. B. C. D. Doanh nghiệp thị trường sản phẩm khách hàng giá phân phối x <box>603 200 623 256</box>
question-column <box>178 457 198 688</box>
question-text: Câu 36: Câu hỏi trắc nghiệm marketing căn bản A. B. C. D. Doanh nghiệp thị trường sản phẩm khách hàng giá phân phối xúc tiến nhu cầu mong muốn lợi ích chi phí Câu 36: Câu hỏi trắc nghiệm marketing căn bản A. B. C. D. Doanh nghiệp thị trường sản phẩm khách hàng giá phân phối xúc tiến nhu cầu mong muốn lợi ích chi phí Câu 36: Câu hỏi trắc nghiệm marketing căn bản A. B. C. D. Doanh nghiệp thị trường sản phẩm khách hàng giá phân phối xúc tiến nhu cầu mong muốn lợi ích chi phí <box>819 457 836 591</box>
question-column <box>391 457 411 612</box>
question-text: Câu 28: Câu hỏi trắc nghiệm marketing căn bản A. B. C. D. Doanh nghiệp thị trường sản phẩm khách hàng giá phân phối xúc tiến nhu cầu mong muốn lợi ích chi phí Câu 28: Câu hỏi trắc nghiệm marketing căn bản A. B. C. D. Doanh nghiệp thị trường sản phẩm khách hàng giá phân phối xúc tiến nhu cầu mong muốn lợi ích chi phí Câu 28: Câu hỏi trắc nghiệm marketing căn bản A. B. C. D. Doanh nghiệp thị trường sản phẩm khách hàng giá phân phối xúc tiến nhu cầu mong muốn lợi ích chi phí <box>476 457 496 559</box>
question-column <box>603 1238 623 1323</box>
question-column <box>603 457 623 585</box>
question-text: Câu 87: Câu hỏi trắc nghiệm marketing căn bản A. B. C. D. Doanh nghiệp thị trường sản phẩm khách hàng giá phân phối xúc tiến nhu cầu mong muốn lợi ích chi phí Câu 87: Câu hỏi trắc nghiệm marketing căn bản A. B. C. D. Doanh nghiệp thị trường sản phẩm khách hàng giá phân phối xúc tiến nhu cầu mong muốn lợi ích chi phí Câu 87: Câu hỏi trắc nghiệm marketing căn bản A. B. C. D. Doanh nghiệp thị trường sản phẩm khách hàng <box>433 1238 453 1323</box>
question-column <box>306 457 326 648</box>
question-column <box>433 200 453 275</box>
question-column <box>518 1238 538 1317</box>
question-text: Câu 72: Câu hỏi trắc nghiệm marketing căn bản A. B. C. D. Doanh nghiệp thị trường sản phẩm khách hàng giá phân phối xúc tiến nhu cầu mong muốn lợi ích chi phí Câu 72: Câu hỏi trắc nghiệm marketing căn bản A. B. C. D. Doanh nghiệp thị trường sản phẩm khách hàng giá phân phối xúc tiến nhu cầu mong muốn lợi ích chi phí Câu 72: Câu hỏi trắc nghiệm marketing căn bản A. B. C. D. Doanh nghiệp thị trường sản phẩm khách hàng giá phân phối xúc tiến nhu cầu mong muốn lợi ích chi phí <box>649 1020 666 1142</box>
question-column <box>348 1238 368 1414</box>
question-column <box>646 1020 666 1142</box>
question-column <box>561 1238 581 1323</box>
question-text: Câu 81: Câu hỏi trắc nghiệm marketing căn bản A. B. C. D. Doanh nghiệp thị trường sản phẩm khách hàng giá phân phối xúc tiến nhu cầu mong muốn lợi ích chi phí Câu 81: Câu hỏi trắc nghiệm marketing căn bản A. B. C. D. Doanh nghiệp thị trường sản phẩm khách hàng giá phân phối xúc tiến nhu cầu mong muốn lợi ích chi phí Câu 81: Câu hỏi trắc nghiệm marketing căn bản A. B. C. D. Doanh nghiệp thị trường sản phẩm khách hàng giá phân phối xúc tiến nhu cầu mong muốn lợi ích chi phí <box>178 1238 198 1348</box>
question-column <box>773 1238 793 1416</box>
question-text: Câu 30: Câu hỏi trắc nghiệm marketing căn bản A. B. C. D. Doanh nghiệp thị trường sản phẩm khách hàng giá phân phối xúc tiến nhu cầu mong muốn lợi ích chi phí Câu 30: Câu hỏi trắc nghiệm marketing căn bản A. B. C. D. Doanh nghiệp thị trường sản phẩm khách hàng giá phân phối xúc tiến nhu cầu mong muốn lợi ích chi phí Câu 30: Câu hỏi trắc nghiệm marketing căn bản A. B. C. D. Doanh nghiệp thị trường sản phẩm khách hàng giá phân phối xúc tiến nhu cầu mong muốn lợi ích chi phí <box>567 457 581 614</box>
question-text: Câu 77: Câu hỏi trắc nghiệm marketing căn bản A. B. C. D. Doanh nghiệp thị trường sản phẩm khách hàng giá phân phối xúc tiến nhu cầu mong muốn lợi ích chi phí Câu 77: Câu hỏi trắc nghiệm marketing căn bản A. B. C. D. Doanh nghiệp thị trường sản phẩm khách hàng giá phân phối xúc tiến nhu cầu mong muốn lợi ích chi phí Câu 77: Câu hỏi trắc nghiệm marketing căn bản A. B. C. D. Doanh nghiệp thị trường sản phẩm khách hàng giá phân phối xúc tiến nhu cầu mong muốn lợi ích chi phí <box>865 1020 878 1186</box>
question-column <box>603 738 623 788</box>
question-text: Câu 33: Câu hỏi trắc nghiệm marketing căn bản A. B. C. D. Doanh nghiệp thị trường sản phẩm khách hàng giá phân phối xúc tiến nhu cầu mong muốn lợi ích chi phí Câu 33: Câu hỏi trắc nghiệm marketing căn bản A. B. C. D. Doanh nghiệp thị trường sản phẩm khách hàng giá phân phối xúc tiến nhu cầu mong muốn lợi ích chi phí Câu 33: Câu hỏi trắc nghiệm marketing căn bản A. B. C. D. Doanh nghiệp thị trường sản phẩm khách hàng giá phân phối xúc tiến nhu cầu mong muốn lợi ích chi phí <box>698 457 708 716</box>
question-column <box>433 457 453 612</box>
question-column <box>178 738 198 835</box>
question-column <box>688 1238 708 1396</box>
question-column <box>943 738 963 869</box>
question-column <box>306 1020 326 1188</box>
question-text: Câu 24: Câu hỏi trắc nghiệm marketing căn bản A. B. C. D. Doanh nghiệp thị trường sản phẩm khách hàng giá phân phối xúc tiến nhu cầu mong muốn lợi ích chi phí Câu 24: Câu hỏi trắc nghiệm marketing căn bản A. B. C. D. Doanh nghiệp thị trường sản phẩm khách hàng giá phân phối xúc tiến nhu cầu mong muốn lợi ích chi phí Câu 24: Câu hỏi trắc nghiệm marketing căn bản A. B. C. D. Doanh nghiệp thị trường sản phẩm khách hàng giá phân phối xúc tiến nhu cầu mong muốn lợi ích chi phí <box>316 457 326 647</box>
question-text: Câu 91: Câu hỏi trắc nghiệm marketing căn bản A. B. C. D. Doanh nghiệp thị trường sản phẩm khách hàng giá phân phối xúc tiến nhu cầu mong muốn lợi ích chi phí Câu 91: Câu hỏi trắc nghiệm marketing căn bản A. B. C. D. Doanh nghiệp thị trường sản phẩm khách hàng giá phân phối xúc tiến nhu cầu mong muốn lợi ích chi phí Câu 91: Câu hỏi trắc nghiệm marketing căn bản A. B. C. D. Doanh nghiệp thị trường sản phẩm khách hàng <box>603 1238 623 1323</box>
question-text: Câu 10: Câu hỏi trắc nghiệm marketing căn bản A. B. C. D. Doanh nghiệp thị trường sản phẩm khách hàng giá phân phối xúc tiến nhu cầu mong muốn lợi ích chi phí Câu 10: Câu hỏi trắc nghiệm marketing căn bản A. B. C. D. Doanh nghiệp thị trường sản phẩm khách hàng giá phân phối xúc tiến nhu cầu mong muốn lợi ích chi phí Câu 10: Câu hỏi trắc nghiệm marketing căn bản A. B. C. D. Doanh nghiệp thị trường sản phẩm khách hàng giá phân ph <box>561 200 581 287</box>
question-text: Câu 25: Câu hỏi trắc nghiệm marketing căn bản A. B. C. D. Doanh nghiệp thị trường sản phẩm khách hàng giá phân phối xúc tiến nhu cầu mong muốn lợi ích chi phí Câu 25: Câu hỏi trắc nghiệm marketing căn bản A. B. C. D. Doanh nghiệp thị trường sản phẩm khách hàng giá phân phối xúc tiến nhu cầu mong muốn lợi ích chi phí Câu 25: Câu hỏi trắc nghiệm marketing căn bản A. B. C. D. Doanh nghiệp thị trường sản phẩm khách hàng giá phân phối xúc tiến nhu cầu mong muốn lợi ích chi phí <box>355 457 368 617</box>
question-column <box>348 1020 368 1104</box>
question-text: Câu 74: Câu hỏi trắc nghiệm marketing căn bản A. B. C. D. Doanh nghiệp thị trường sản phẩm khách hàng giá phân phối xúc tiến nhu cầu mong muốn lợi ích chi phí Câu 74: Câu hỏi trắc nghiệm marketing căn bản A. B. C. D. Doanh nghiệp thị trường sản phẩm khách hàng giá phân phối xúc tiến nhu cầu mong muốn lợi ích chi phí Câu 74: Câu hỏi trắc nghiệm marketing căn bản A. B. C. D. Doanh nghiệp <box>731 1020 751 1098</box>
question-text: Câu 40: Câu hỏi trắc nghiệm marketing căn bản A. B. C. D. Doanh nghiệp thị trường sản phẩm khách hàng giá phân phối xúc tiến nhu cầu mong muốn lợi ích chi phí Câu 40: Câu hỏi trắc nghiệm marketing căn bản A. B. C. D. Doanh nghiệp thị trường sản phẩm khách hàng giá phân phối xúc tiến nhu cầu mong muốn lợi ích chi phí Câu 40: Câu hỏi trắc nghiệm marketing căn bản A. B. C. D. Doanh nghiệp thị trường sản phẩm khách hàng giá phân phối xúc tiến nhu cầu mong muốn lợi ích chi phí <box>989 457 1006 598</box>
question-column <box>221 738 241 840</box>
question-column <box>858 1020 878 1186</box>
question-text: Câu 78: Câu hỏi trắc nghiệm marketing căn bản A. B. C. D. Doanh nghiệp thị trường sản phẩm khách hàng giá phân phối xúc tiến nhu cầu mong muốn lợi ích chi phí Câu 78: Câu hỏi trắc nghiệm marketing căn bản A. B. C. D. Doanh nghiệp thị trường sản phẩm khách hàng giá phân phối xúc tiến nhu cầu mong muốn lợi ích chi phí Câu 78: Câu hỏi trắc nghiệm marketing căn bản A. B. C. D. Doanh nghiệp thị trường sản phẩm khách hàng giá phân phối xúc tiến nhu cầu mong muốn lợi ích chi phí <box>904 1020 921 1154</box>
question-column <box>221 1020 241 1080</box>
question-text: Câu 88: Câu hỏi trắc nghiệm marketing căn bản A. B. C. D. Doanh nghiệp thị trường sản phẩm khách hàng giá phân phối xúc tiến nhu cầu mong muốn lợi ích chi phí Câu 88: Câu hỏi trắc nghiệm marketing căn bản A. B. C. D. Doanh nghiệp thị trường sản phẩm khách hàng giá phân phối xúc tiến nhu cầu mong muốn lợi ích chi phí Câu 88: Câu hỏi trắc nghiệm marketing căn bản A. B. C. D. Doanh nghiệp thị trường sản phẩm khách hàng giá ph <box>476 1238 496 1324</box>
question-column <box>306 738 326 921</box>
question-column <box>603 1020 623 1080</box>
question-text: Câu 62: Câu hỏi trắc nghiệm marketing căn bản A. B. C. D. Doanh nghiệp thị trường sản phẩm khách hàng giá phân phối xúc tiến nhu cầu mong muốn lợi ích chi phí Câu 62: Câu hỏi trắc nghiệm marketing căn bản A. B. C. D. Doanh nghiệp thị trường sản phẩm khách hàng giá phân phối xúc tiến nhu cầu mong <box>221 1020 241 1080</box>
question-text: Câu 52: Câu hỏi trắc nghiệm marketing căn bản A. B. C. D. Doanh nghiệp thị trường sản phẩm khách hàng giá phân phối xúc tiến nhu cầu mong muốn lợi ích chi phí Câu 52: Câu hỏi trắc nghiệm marketing căn bản A. B. C. D. Doanh nghiệp thị trường sản phẩm khách hàng giá phân phối xúc tiến nhu cầu mong muốn lợi ích chi phí Câu 52: Câu hỏi trắc nghiệm marketing căn bản A. B. C. D. Doanh nghiệp thị trường sản phẩm khách hàng giá phân phối xúc tiến nhu cầu mong muốn lợi ích chi phí <box>656 738 666 982</box>
question-column <box>901 1238 921 1315</box>
question-column <box>731 457 751 614</box>
